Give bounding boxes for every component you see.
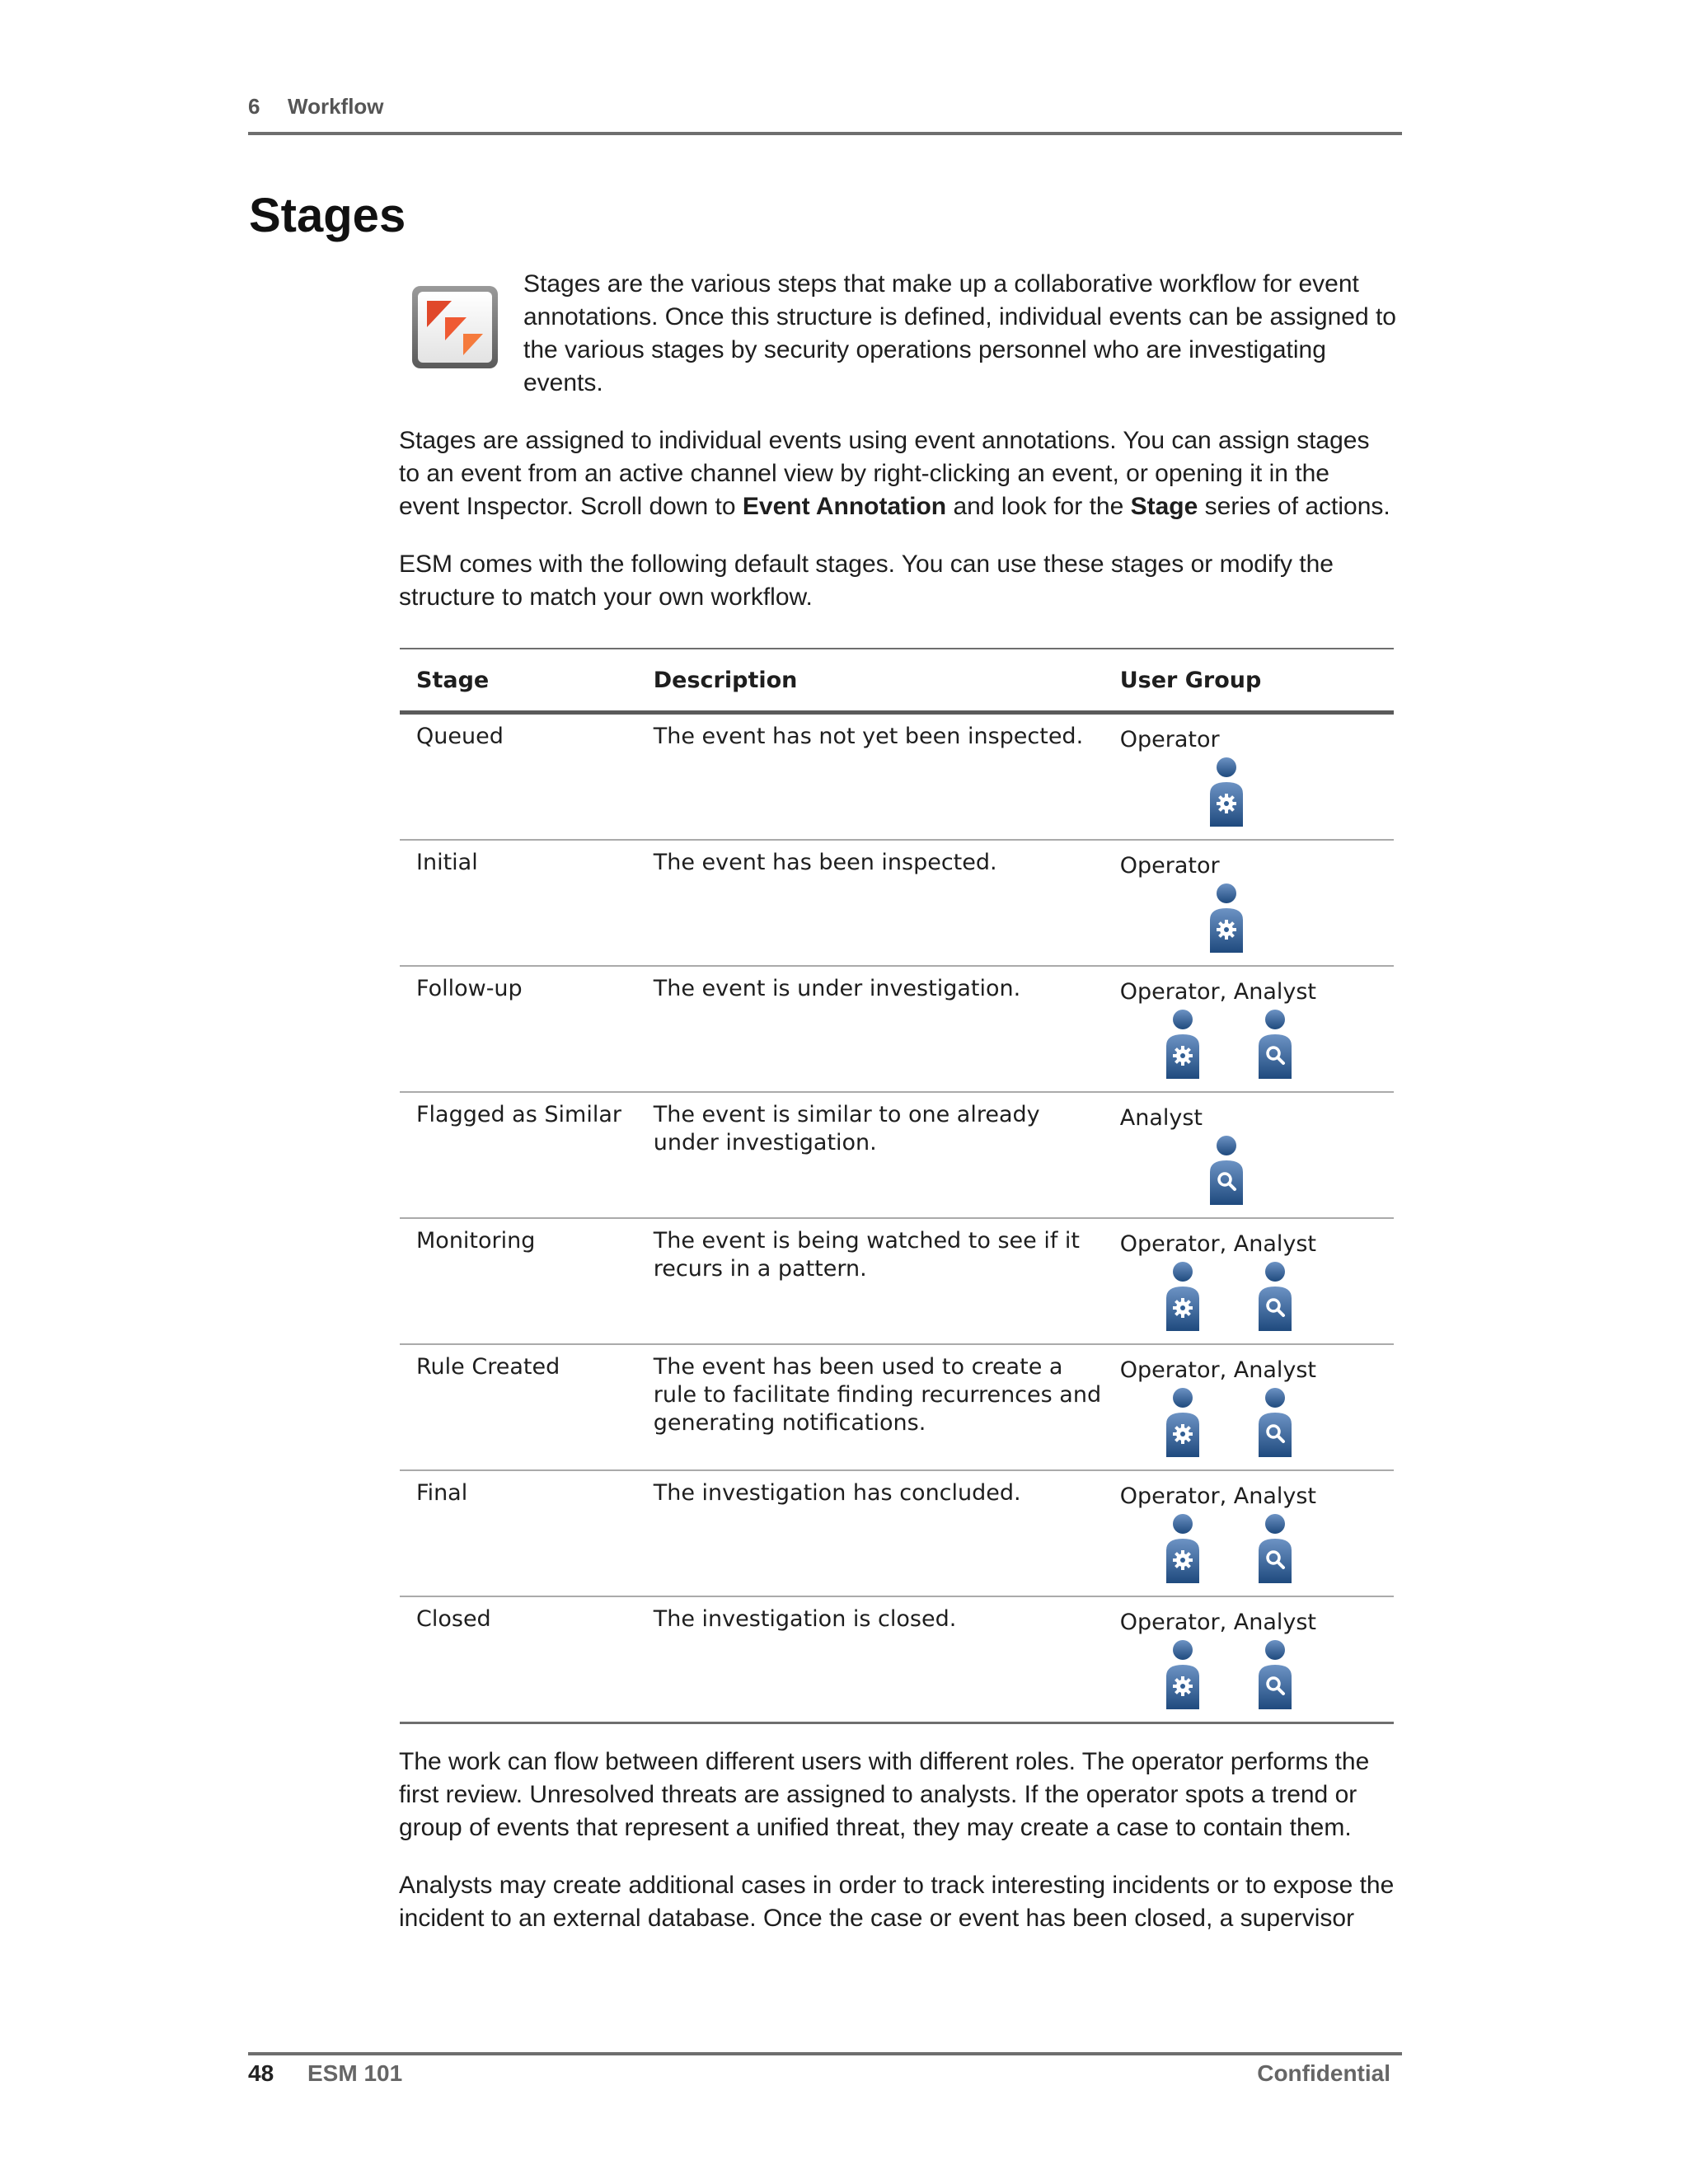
chapter-number: 6: [248, 94, 260, 119]
book-title: ESM 101: [307, 2060, 403, 2086]
user-group-icons: [1120, 756, 1394, 827]
analyst-icon: [1254, 1512, 1296, 1583]
user-group-cell: [1104, 1596, 1394, 1723]
stage-description: The event has been inspected.: [637, 840, 1104, 966]
stage-name: Rule Created: [400, 1344, 637, 1470]
page-number: 48: [248, 2060, 274, 2086]
table-row: [400, 1470, 1394, 1596]
stage-description: The event has been used to create a rule to facilitate finding recurrences and generating notifications.: [637, 1344, 1104, 1470]
operator-icon: [1161, 1512, 1204, 1583]
chapter-title: Workflow: [288, 94, 384, 119]
page-title: Stages: [249, 189, 406, 242]
header-description: Description: [637, 649, 1104, 713]
user-group-label: Operator, Analyst: [1119, 1357, 1317, 1383]
table-row: [400, 1092, 1394, 1218]
paragraph-analysts: Analysts may create additional cases in order to track interesting incidents or to expose the incident to an external database. Once the case or event has been closed, a supervisor: [399, 1872, 1395, 1932]
operator-icon: [1205, 882, 1248, 953]
operator-icon: [1161, 1260, 1204, 1331]
stages-table: [400, 648, 1394, 1724]
paragraph-work-flow: The work can flow between different users with different roles. The operator performs the first review. Unresolved threats are assigned to analysts. If the operator spots a trend or group of events that represent a unified threat, they may create a case to contain them.: [399, 1748, 1370, 1841]
user-group-label: Operator: [1119, 853, 1220, 879]
user-group-icons: [1120, 1134, 1394, 1205]
header-stage: Stage: [400, 649, 637, 713]
stage-name: Flagged as Similar: [400, 1092, 637, 1218]
analyst-icon: [1254, 1260, 1296, 1331]
table-row: [400, 1596, 1394, 1723]
user-group-cell: [1104, 1344, 1394, 1470]
table-row: [400, 1344, 1394, 1470]
table-row: [400, 840, 1394, 966]
paragraph-assign-stages: Stages are assigned to individual events using event annotations. You can assign stages to an event from an active channel view by right-clicking an event, or opening it in the event Inspector. Scroll down to Event Annotation and look for the Stage series of actions.: [399, 427, 1390, 520]
user-group-label: Operator: [1119, 727, 1220, 752]
user-group-icons: [1120, 1008, 1394, 1079]
classification-label: Confidential: [1257, 2060, 1390, 2086]
user-group-cell: [1104, 840, 1394, 966]
user-group-cell: [1104, 966, 1394, 1092]
stage-name: Closed: [400, 1596, 637, 1723]
user-group-label: Operator, Analyst: [1119, 1231, 1317, 1257]
table-row: [400, 966, 1394, 1092]
user-group-cell: [1104, 1218, 1394, 1344]
stage-name: Initial: [400, 840, 637, 966]
stage-description: The event has not yet been inspected.: [637, 713, 1104, 841]
stage-name: Final: [400, 1470, 637, 1596]
stage-description: The event is being watched to see if it recurs in a pattern.: [637, 1218, 1104, 1344]
operator-icon: [1161, 1008, 1204, 1079]
table-row: [400, 1218, 1394, 1344]
user-group-cell: [1104, 713, 1394, 841]
analyst-icon: [1254, 1008, 1296, 1079]
page-header: [248, 92, 1402, 135]
header-user-group: User Group: [1104, 649, 1394, 713]
user-group-icons: [1120, 1512, 1394, 1583]
stage-description: The investigation has concluded.: [637, 1470, 1104, 1596]
intro-text: Stages are the various steps that make up a collaborative workflow for event annotations. Once this structure is defined, individual events can be assigned to the various stages by security operations personnel who are investigating events.: [523, 270, 1396, 396]
user-group-label: Operator, Analyst: [1119, 979, 1317, 1005]
paragraph-default-stages: ESM comes with the following default stages. You can use these stages or modify the structure to match your own workflow.: [399, 551, 1334, 611]
table-header-row: [400, 649, 1394, 713]
user-group-label: Operator, Analyst: [1119, 1610, 1317, 1635]
user-group-icons: [1120, 1638, 1394, 1709]
user-group-icons: [1120, 1260, 1394, 1331]
stage-name: Queued: [400, 713, 637, 841]
user-group-icons: [1120, 882, 1394, 953]
analyst-icon: [1205, 1134, 1248, 1205]
user-group-cell: [1104, 1092, 1394, 1218]
stage-term: Stage: [1130, 493, 1198, 520]
user-group-label: Analyst: [1119, 1105, 1203, 1131]
stage-description: The event is under investigation.: [637, 966, 1104, 1092]
analyst-icon: [1254, 1638, 1296, 1709]
user-group-cell: [1104, 1470, 1394, 1596]
stages-icon: [410, 284, 499, 370]
operator-icon: [1161, 1638, 1204, 1709]
analyst-icon: [1254, 1386, 1296, 1457]
user-group-label: Operator, Analyst: [1119, 1483, 1317, 1509]
table-row: [400, 713, 1394, 841]
operator-icon: [1205, 756, 1248, 827]
operator-icon: [1161, 1386, 1204, 1457]
stage-name: Monitoring: [400, 1218, 637, 1344]
user-group-icons: [1120, 1386, 1394, 1457]
event-annotation-term: Event Annotation: [742, 493, 947, 520]
page-footer: [248, 2052, 1402, 2093]
stage-description: The investigation is closed.: [637, 1596, 1104, 1723]
stage-description: The event is similar to one already under investigation.: [637, 1092, 1104, 1218]
stage-name: Follow-up: [400, 966, 637, 1092]
